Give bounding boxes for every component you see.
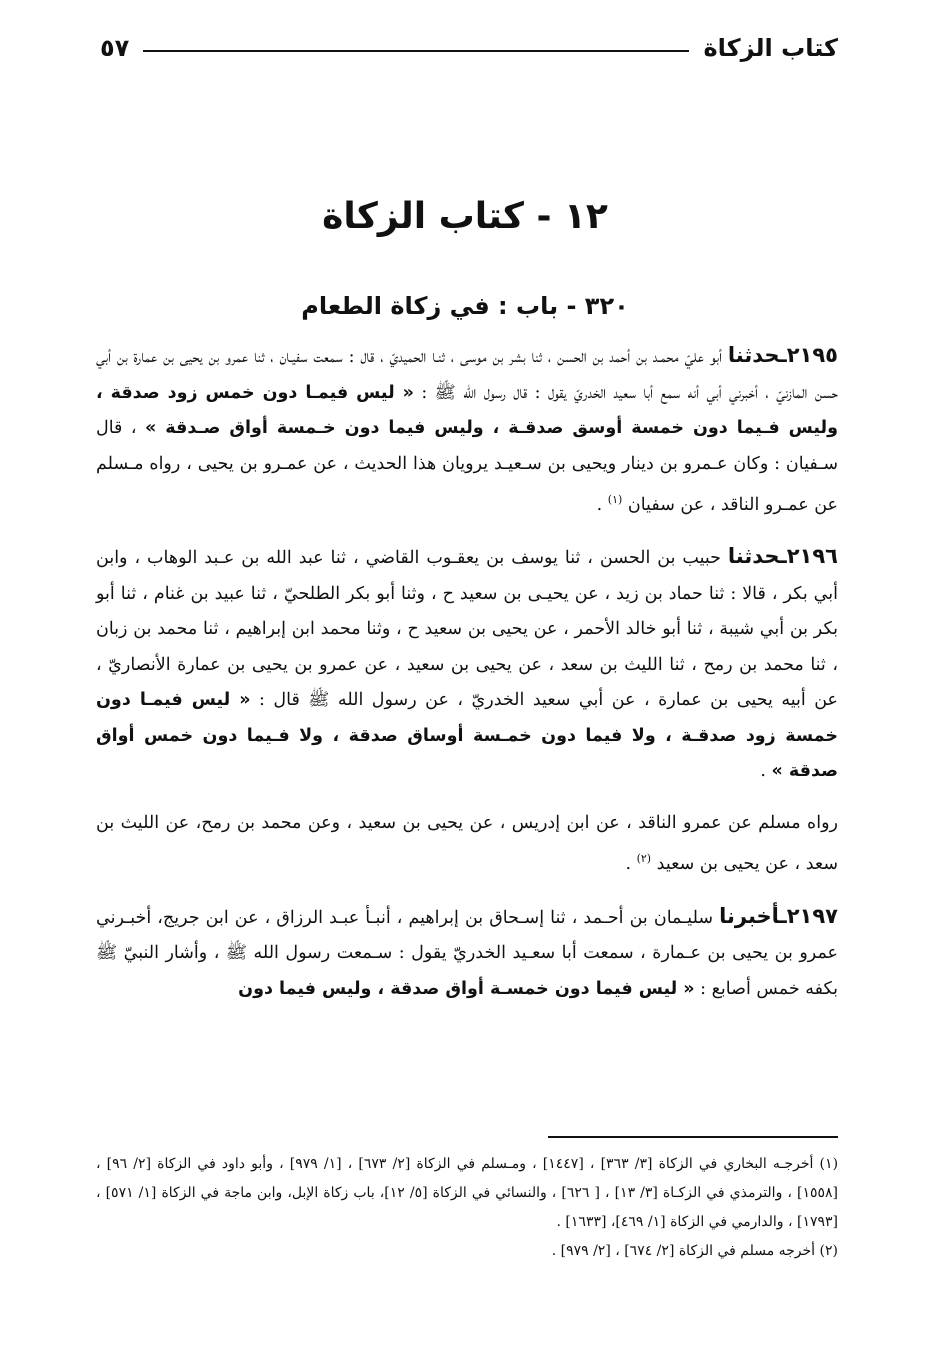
footnotes [96,1150,838,1266]
narration-text: رواه مسلم عن عمرو الناقد ، عن ابن إدريس ، عن يحيى بن سعيد ، وعن محمد بن رمح، عن الليث بن سعد ، عن يحيى بن سعيد [96,812,838,875]
footnote-1: (١) أخرجـه البخاري في الزكاة [٣/ ٣٦٣] ، [١٤٤٧] ، ومـسلم في الزكاة [٢/ ٦٧٣] ، [١/ ٩٧٩] ، وأبو داود في الزكاة [٢/ ٩٦] ، [١٥٥٨] ، والترمذي في الزكـاة [٣/ ١٣] ، [ ٦٢٦] ، والنسائي في الزكاة [٥/ ١٢]، باب زكاة الإبل، وابن ماجة في الزكاة [١/ ٥٧١] ، [١٧٩٣] ، والدارمي في الزكاة [١/ ٤٦٩]، [١٦٣٣] . [96,1156,839,1230]
main-text [96,338,838,1023]
hadith-keyword: ـحدثنا [727,343,787,367]
narration-end: . [625,854,637,875]
footnote-ref[interactable]: (١) [607,493,623,506]
footnote-2: (٢) أخرجه مسلم في الزكاة [٢/ ٦٧٤] ، [٢/ ٩٧٩] . [551,1243,838,1259]
hadith-number: ٢١٩٦ [786,544,838,569]
hadith-matn: « ليس فيمـا دون خمس زود صدقة ، وليس فـيما دون خمسة أوسق صدقـة ، وليس فيما دون خـمسة أواق صـدقة » [96,382,839,438]
header-rule [143,50,689,52]
hadith-number: ٢١٩٥ [786,343,838,367]
hadith-number: ٢١٩٧ [786,903,838,928]
hadith-end: . [596,494,608,515]
hadith-text: أبو عليّ محمـد بن أحمد بن الحسن ، ثنا بشر بن موسى ، ثنـا الحميديّ ، قال : سمعت سفيـان ، ثنا عمرو بن يحيى بن عمارة بن أبي حسن المازنيّ ، أخبرني أبي أنه سمع أبا سعيد الخدريّ يقول : قال رسول الله ﷺ : [96,347,838,403]
hadith-2197 [96,899,838,1008]
hadith-text: حبيب بن الحسن ، ثنا يوسف بن يعقـوب القاضي ، ثنا عبد الله بن عـبد الوهاب ، وابن أبي بكر ، قالا : ثنا حماد بن زيد ، عن يحيـى بن سعيد ح ، وثنا أبو بكر الطلحيّ ، ثنا عبيد بن غنام ، ثنا أبو بكر بن أبي شيبة ، ثنا أبو خالد الأحمر ، عن يحيى بن سعيد ح ، وثنا محمد ابن إبراهيم ، ثنا محمد بن زبان ، ثنا محمد بن رمح ، ثنا الليث بن سعد ، عن يحيى بن سعيد ، عن عمرو بن يحيى بن عمارة الأنصاريّ ، عن أبيه يحيى بن عمارة ، عن أبي سعيد الخدريّ ، عن رسول الله ﷺ قال : [96,548,838,711]
footnote-ref[interactable]: (٢) [636,852,652,866]
hadith-2196 [96,539,838,790]
footnote-separator [548,1136,838,1138]
hadith-keyword: ـأخبرنا [719,903,787,928]
running-header [100,28,838,68]
hadith-2195 [96,338,838,523]
narration-paragraph [96,806,838,883]
hadith-matn: « ليس فيمـا دون خمسة زود صدقـة ، ولا فيما دون خمـسة أوساق صدقة ، ولا فـيما دون خمس أواق صدقة » [96,690,838,782]
hadith-end: . [760,761,772,782]
page-number: ٥٧ [100,34,130,62]
running-title: كتاب الزكاة [703,34,838,62]
hadith-text-cont: ، قال سـفيان : وكان عـمرو بن دينار ويحيى بن سـعيـد يرويان هذا الحديث ، عن عمـرو بن يحيى ، رواه مـسلم عن عمـرو الناقد ، عن سفيان [96,418,838,515]
hadith-text: سليـمان بن أحـمد ، ثنا إسـحاق بن إبراهيم ، أنبـأ عبـد الرزاق ، عن ابن جريج، أخبـرني عمرو بن يحيى بن عـمارة ، سمعت أبا سعـيد الخدريّ يقول : سـمعت رسول الله ﷺ ، وأشار النبيّ ﷺ بكفه خمس أصابع : [96,907,838,999]
hadith-matn: « ليس فيما دون خمسـة أواق صدقة ، وليس فيما دون [238,978,695,999]
section-title: ٣٢٠ - باب : في زكاة الطعام [301,292,629,320]
hadith-keyword: ـحدثنا [727,544,787,569]
chapter-title: ١٢ - كتاب الزكاة [322,196,608,237]
